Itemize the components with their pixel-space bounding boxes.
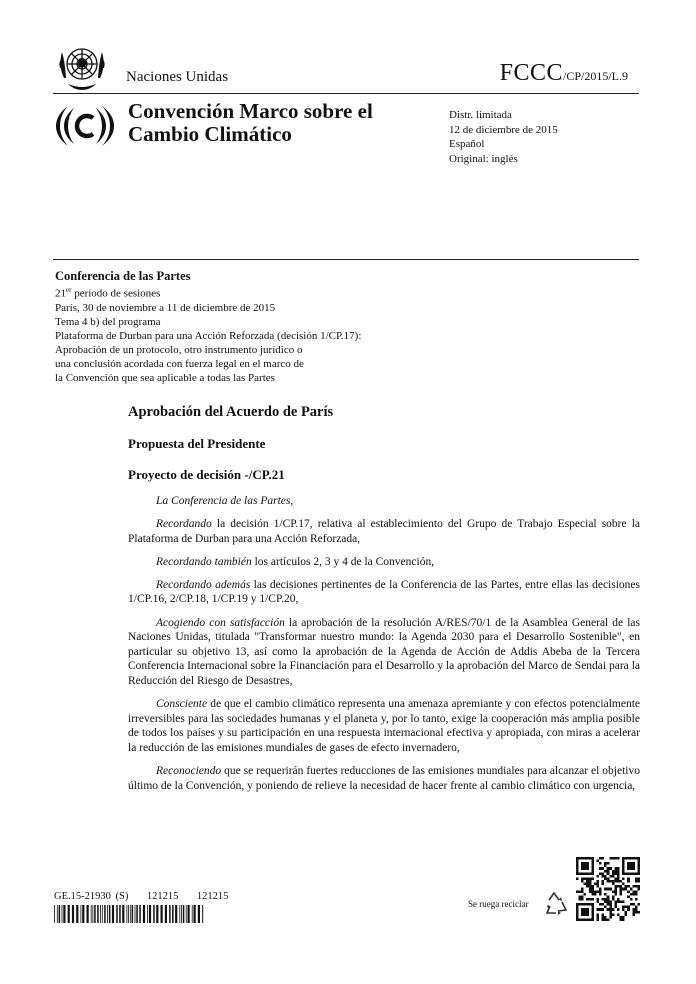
conference-title: Conferencia de las Partes [55,269,191,283]
session-ordinal: er [66,286,72,294]
recycle-text: Se ruega reciclar [468,899,529,909]
job-number [54,891,228,902]
agenda-item-text-2: una conclusión acordada con fuerza legal en el marco de [55,357,304,370]
platform-line: Plataforma de Durban para una Acción Reforzada (decisión 1/CP.17): [55,329,362,342]
session-number: 21 [55,287,66,300]
paragraph-text: , [290,495,294,507]
unfccc-logo-icon [54,100,116,150]
paragraph-lead: La Conferencia de las Partes [156,495,291,507]
session-text: período de sesiones [71,287,161,300]
organization-name: Naciones Unidas [126,69,229,85]
paragraph-lead: Acogiendo con satisfacción [156,616,285,629]
preamble-paragraph [128,494,640,509]
distribution-line: Distr. limitada [449,109,512,121]
paragraph-text: las decisiones pertinentes de la Conferencia de las Partes, entre ellas las decisiones 1/CP.16, 2/CP.18, 1/CP.19 y 1/CP.20, [128,578,640,606]
recycle-icon [540,890,570,918]
distribution-date: 12 de diciembre de 2015 [449,123,558,136]
preamble-paragraph [128,578,640,607]
paragraph-lead: Recordando además [156,578,251,591]
date-code-2: 121215 [196,891,229,902]
proposal-heading: Propuesta del Presidente [128,436,266,451]
convention-title [128,100,373,146]
symbol-suffix: /CP/2015/L.9 [562,69,628,83]
conference-block [55,269,361,385]
document-symbol [500,60,628,87]
preamble-body [128,494,640,802]
date-code-1: 121215 [146,891,179,902]
barcode-icon [54,905,204,923]
paragraph-lead: Recordando también [156,555,252,568]
convention-title-line-2: Cambio Climático [128,122,292,146]
qr-code-icon [576,857,640,921]
un-emblem-icon [54,38,110,94]
agenda-item: Tema 4 b) del programa [55,315,161,328]
paragraph-lead: Reconociendo [156,764,222,777]
paragraph-text: la decisión 1/CP.17, relativa al establecimiento del Grupo de Trabajo Especial sobre la Plataforma de Durban para una Acción Reforzada, [128,518,640,545]
convention-title-line-1: Convención Marco sobre el [128,99,373,123]
paragraph-text: la aprobación de la resolución A/RES/70/1 de la Asamblea General de las Naciones Unidas, titulada "Transformar nuestro mundo: la Agenda 2030 para el Desarrollo Sostenible", en particular su objetivo 13, así como la aprobación de la Agenda de Acción de Addis Abeba de la Tercera Conferencia Internacional sobre la Financiación para el Desarrollo y la aprobación del Marco de Sendai para la Reducción del Riesgo de Desastres, [128,616,640,687]
distribution-original: Original: inglés [449,152,518,165]
preamble-paragraph [128,517,640,546]
session-line [55,283,361,301]
preamble-paragraph [128,616,640,689]
paragraph-text: los artículos 2, 3 y 4 de la Convención, [251,555,435,568]
preamble-paragraph [128,697,640,755]
paragraph-text: que se requerirán fuertes reducciones de las emisiones mundiales para alcanzar el objetivo último de la Convención, y poniendo de relieve la necesidad de hacer frente al cambio climático con urgencia, [128,764,640,792]
paragraph-lead: Consciente [156,698,208,711]
agenda-item-text-1: Aprobación de un protocolo, otro instrumento jurídico o [55,343,303,356]
paragraph-text: de que el cambio climático representa una amenaza apremiante y con efectos potencialmente irreversibles para las sociedades humanas y el planeta y, por lo tanto, exige la cooperación más amplia posible de todos los países y su participación en una respuesta internacional efectiva y apropiada, con miras a acelerar la reducción de las emisiones mundiales de gases de efecto invernadero, [128,698,640,754]
symbol-main: FCCC [499,60,563,86]
distribution-block [449,108,558,166]
preamble-paragraph [128,764,640,793]
header-rule [53,93,639,94]
session-dates: París, 30 de noviembre a 11 de diciembre de 2015 [55,301,276,314]
agenda-item-text-3: la Convención que sea aplicable a todas las Partes [55,371,275,384]
preamble-paragraph [128,555,640,570]
main-heading: Aprobación del Acuerdo de París [128,404,334,420]
gb-code: GE.15-21930 (S) [54,891,129,902]
draft-decision-heading: Proyecto de decisión -/CP.21 [128,467,285,482]
distribution-language: Español [449,138,485,150]
section-rule [53,259,639,260]
paragraph-lead: Recordando [156,518,212,531]
